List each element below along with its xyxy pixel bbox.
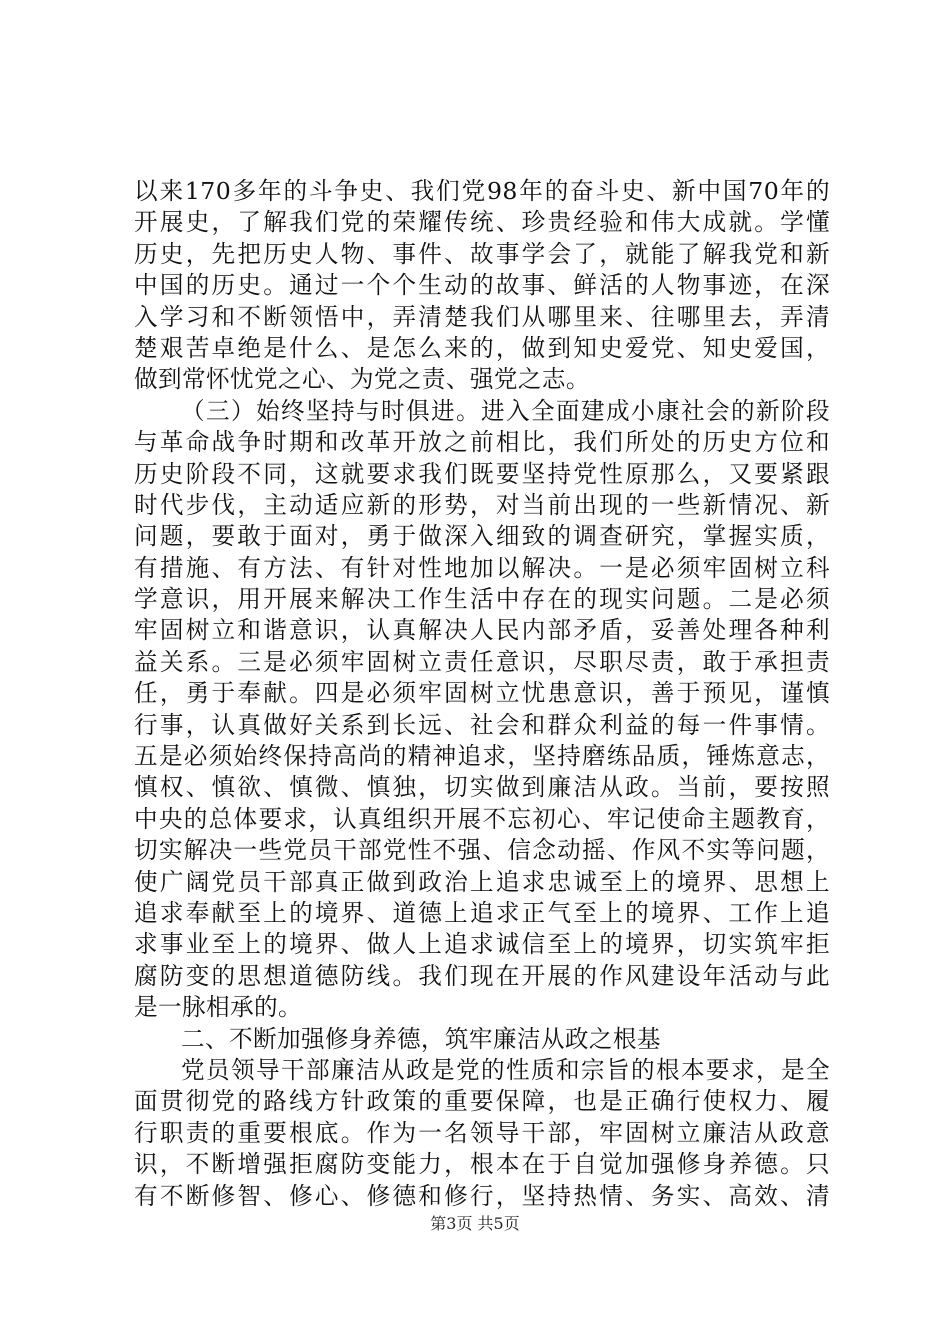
text-line: 面贯彻党的路线方针政策的重要保障，也是正确行使权力、履	[134, 1087, 830, 1116]
text-line: 历史，先把历史人物、事件、故事学会了，就能了解我党和新	[134, 239, 830, 268]
text-line: 开展史，了解我们党的荣耀传统、珍贵经验和伟大成就。学懂	[134, 208, 830, 237]
text-line: 入学习和不断领悟中，弄清楚我们从哪里来、往哪里去，弄清	[134, 302, 830, 331]
text-line: 五是必须始终保持高尚的精神追求，坚持磨练品质，锤炼意志，	[134, 742, 830, 771]
text-line: 识，不断增强拒腐防变能力，根本在于自觉加强修身养德。只	[134, 1150, 830, 1179]
text-line: 问题，要敢于面对，勇于做深入细致的调查研究，掌握实质，	[134, 522, 830, 551]
text-line: 与革命战争时期和改革开放之前相比，我们所处的历史方位和	[134, 428, 830, 457]
section-heading: 二、不断加强修身养德，筑牢廉洁从政之根基	[181, 1024, 661, 1053]
page-number-footer: 第3页 共5页	[430, 1214, 520, 1233]
document-body	[134, 176, 830, 1212]
text-line: 学意识，用开展来解决工作生活中存在的现实问题。二是必须	[134, 585, 830, 614]
text-line: 楚艰苦卓绝是什么、是怎么来的，做到知史爱党、知史爱国，	[134, 333, 830, 362]
text-line: 以来170多年的斗争史、我们党98年的奋斗史、新中国70年的	[134, 177, 830, 205]
text-line: 行职责的重要根底。作为一名领导干部，牢固树立廉洁从政意	[134, 1118, 830, 1147]
text-line: 使广阔党员干部真正做到政治上追求忠诚至上的境界、思想上	[134, 867, 830, 896]
text-line: 慎权、慎欲、慎微、慎独，切实做到廉洁从政。当前，要按照	[134, 773, 830, 802]
text-line: 中国的历史。通过一个个生动的故事、鲜活的人物事迹，在深	[134, 271, 830, 300]
text-line: 腐防变的思想道德防线。我们现在开展的作风建设年活动与此	[134, 961, 830, 990]
text-line: 牢固树立和谐意识，认真解决人民内部矛盾，妥善处理各种利	[134, 616, 830, 645]
text-line: 追求奉献至上的境界、道德上追求正气至上的境界、工作上追	[134, 898, 830, 927]
text-line: 做到常怀忧党之心、为党之责、强党之志。	[134, 365, 590, 394]
text-line: 任，勇于奉献。四是必须牢固树立忧患意识，善于预见，谨慎	[134, 679, 830, 708]
text-line: 有措施、有方法、有针对性地加以解决。一是必须牢固树立科	[134, 553, 830, 582]
text-line: 历史阶段不同，这就要求我们既要坚持党性原那么，又要紧跟	[134, 459, 830, 488]
text-line: 行事，认真做好关系到长远、社会和群众利益的每一件事情。	[134, 710, 830, 739]
text-line: 有不断修智、修心、修德和修行，坚持热情、务实、高效、清	[134, 1181, 830, 1210]
text-line: 益关系。三是必须牢固树立责任意识，尽职尽责，敢于承担责	[134, 647, 830, 676]
text-line: 切实解决一些党员干部党性不强、信念动摇、作风不实等问题，	[134, 836, 830, 865]
text-line: 时代步伐，主动适应新的形势，对当前出现的一些新情况、新	[134, 490, 830, 519]
text-line: 中央的总体要求，认真组织开展不忘初心、牢记使命主题教育，	[134, 804, 830, 833]
text-line: 求事业至上的境界、做人上追求诚信至上的境界，切实筑牢拒	[134, 930, 830, 959]
text-line: 党员领导干部廉洁从政是党的性质和宗旨的根本要求，是全	[181, 1055, 830, 1084]
text-line: 是一脉相承的。	[134, 993, 302, 1022]
subsection-heading-line: （三）始终坚持与时俱进。进入全面建成小康社会的新阶段	[181, 396, 830, 425]
